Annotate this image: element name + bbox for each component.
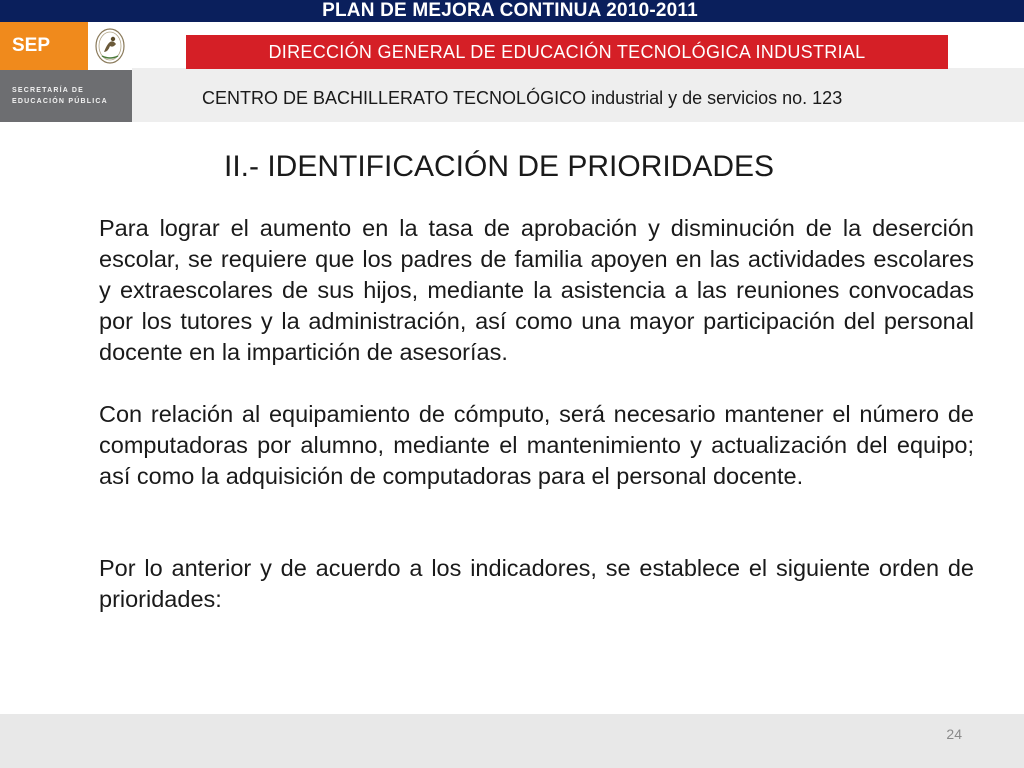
sep-logo-text: SEP xyxy=(12,35,51,56)
center-name: CENTRO DE BACHILLERATO TECNOLÓGICO industrial y de servicios no. 123 xyxy=(202,88,843,108)
direction-banner: DIRECCIÓN GENERAL DE EDUCACIÓN TECNOLÓGICA INDUSTRIAL xyxy=(186,35,948,69)
center-name-bar xyxy=(132,68,1024,122)
sep-logo-line2: EDUCACIÓN PÚBLICA xyxy=(12,98,108,105)
page-number: 24 xyxy=(946,726,962,742)
sep-logo xyxy=(0,22,132,122)
plan-title-bar xyxy=(0,0,1024,22)
paragraph-1: Para lograr el aumento en la tasa de aprobación y disminución de la deserción escolar, se requiere que los padres de familia apoyen en las actividades escolares y extraescolares de sus hijos, mediante la asistencia a las reuniones convocadas por los tutores y la administración, así como una mayor participación del personal docente en la impartición de asesorías. xyxy=(99,215,974,365)
paragraph-3: Por lo anterior y de acuerdo a los indicadores, se establece el siguiente orden de prioridades: xyxy=(99,555,974,612)
mexican-coat-of-arms-icon xyxy=(88,22,132,70)
paragraph-2: Con relación al equipamiento de cómputo, será necesario mantener el número de computadoras por alumno, mediante el mantenimiento y actualización del equipo; así como la adquisición de computadoras para el personal docente. xyxy=(99,401,974,489)
section-title: II.- IDENTIFICACIÓN DE PRIORIDADES xyxy=(224,150,775,183)
sep-logo-orange xyxy=(0,22,88,70)
plan-title: PLAN DE MEJORA CONTINUA 2010-2011 xyxy=(322,0,698,21)
footer xyxy=(0,714,1024,768)
sep-logo-line1: SECRETARÍA DE xyxy=(12,87,84,94)
sep-logo-grey xyxy=(0,70,132,122)
